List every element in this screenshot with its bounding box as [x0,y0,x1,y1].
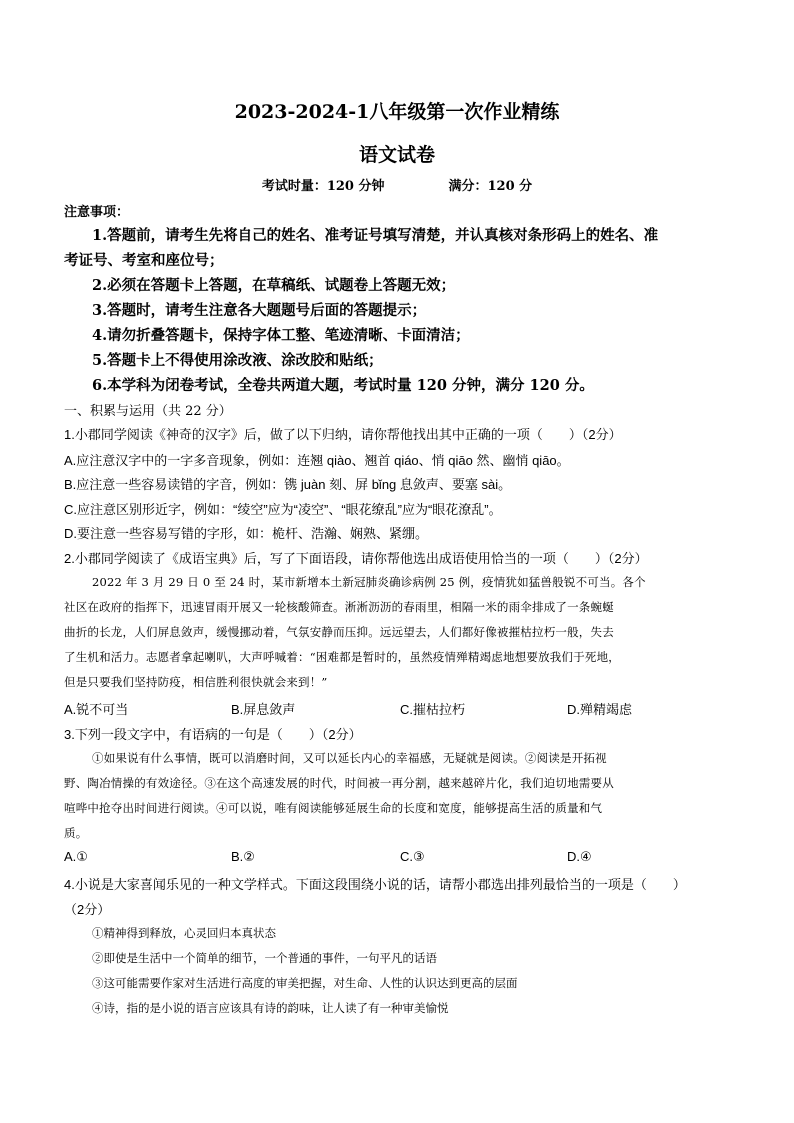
question-1-stem: 1.小郡同学阅读《神奇的汉字》后，做了以下归纳，请你帮他找出其中正确的一项（ ）（2分） [64,427,622,442]
exam-score: 满分：120 分 [448,179,533,194]
notice-item: 4.请勿折叠答题卡，保持字体工整、笔迹清晰、卡面清洁； [92,327,470,344]
exam-title: 2023-2024-1八年级第一次作业精练 [234,101,560,123]
question-3-option-d: D.④ [567,849,592,864]
question-4-item: ①精神得到释放，心灵回归本真状态 [92,926,276,940]
question-1-option-c: C.应注意区别形近字，例如：“绫空”应为“凌空”、“眼花缭乱”应为“眼花潦乱”。 [64,502,502,517]
notice-item: 5.答题卡上不得使用涂改液、涂改胶和贴纸； [92,352,383,369]
notice-item: 6.本学科为闭卷考试，全卷共两道大题，考试时量 120 分钟，满分 120 分。 [92,377,594,394]
question-1-option-a: A.应注意汉字中的一字多音现象，例如：连翘 qiào、翘首 qiáo、悄 qiāo 然、幽悄 qiāo。 [64,453,570,468]
question-4-stem: 4.小说是大家喜闻乐见的一种文学样式。下面这段围绕小说的话，请帮小郡选出排列最恰当的一项是（ ） [64,877,686,892]
question-2-passage-line: 但是只要我们坚持防疫，相信胜利很快就会来到！” [64,675,328,689]
exam-meta [0,175,794,194]
question-3-passage-line: 野、陶冶情操的有效途径。③在这个高速发展的时代，时间被一再分割，越来越碎片化，我们迫切地需要从 [64,776,614,790]
question-4-item: ④诗，指的是小说的语言应该具有诗的韵味，让人读了有一种审美愉悦 [92,1001,449,1015]
question-3-passage-line: ①如果说有什么事情，既可以消磨时间，又可以延长内心的幸福感，无疑就是阅读。②阅读是开拓视 [92,751,607,765]
question-2-option-b: B.屏息敛声 [231,702,296,717]
question-2-passage-line: 曲折的长龙，人们屏息敛声，缓慢挪动着，气氛安静而压抑。远远望去，人们都好像被摧枯拉朽一般，失去 [64,625,614,639]
subject-title: 语文试卷 [358,144,435,166]
question-1-option-b: B.应注意一些容易读错的字音，例如：镌 juàn 刻、屏 bǐng 息敛声、要塞 sài。 [64,477,512,492]
exam-time: 考试时量：120 分钟 [261,179,385,194]
section-heading: 一、积累与运用（共 22 分） [64,404,232,419]
notice-item: 考证号、考室和座位号； [64,252,224,269]
notice-item: 2.必须在答题卡上答题，在草稿纸、试题卷上答题无效； [92,277,456,294]
question-2-passage-line: 了生机和活力。志愿者拿起喇叭，大声呼喊着：“困难都是暂时的，虽然疫情殚精竭虑地想要放我们于死地， [64,650,620,664]
question-2-stem: 2.小郡同学阅读了《成语宝典》后，写了下面语段，请你帮他选出成语使用恰当的一项（ ）（2分） [64,551,648,566]
notice-item: 3.答题时，请考生注意各大题题号后面的答题提示； [92,302,427,319]
question-2-passage-line: 2022 年 3 月 29 日 0 至 24 时，某市新增本土新冠肺炎确诊病例 25 例，疫情犹如猛兽般锐不可当。各个 [92,575,646,589]
notice-item: 1.答题前，请考生先将自己的姓名、准考证号填写清楚，并认真核对条形码上的姓名、准 [92,227,659,244]
question-3-passage-line: 喧哗中抢夺出时间进行阅读。④可以说，唯有阅读能够延展生命的长度和宽度，能够提高生活的质量和气 [64,801,603,815]
question-1-option-d: D.要注意一些容易写错的字形，如：桅杆、浩瀚、娴熟、紧绷。 [64,526,429,541]
question-3-stem: 3.下列一段文字中，有语病的一句是（ ）（2分） [64,727,362,742]
notice-heading: 注意事项： [64,205,130,220]
question-3-option-b: B.② [231,849,255,864]
question-3-passage-line: 质。 [64,826,88,840]
question-3-option-c: C.③ [400,849,425,864]
question-4-item: ②即使是生活中一个简单的细节，一个普通的事件，一句平凡的话语 [92,951,437,965]
question-4-stem-score: （2分） [64,902,111,917]
question-2-option-c: C.摧枯拉朽 [400,702,466,717]
question-3-option-a: A.① [64,849,88,864]
question-4-item: ③这可能需要作家对生活进行高度的审美把握，对生命、人性的认识达到更高的层面 [92,976,518,990]
question-2-option-d: D.殚精竭虑 [567,702,633,717]
question-2-option-a: A.锐不可当 [64,702,129,717]
question-2-passage-line: 社区在政府的指挥下，迅速冒雨开展又一轮核酸筛查。淅淅沥沥的春雨里，相隔一米的雨伞排成了一条蜿蜒 [64,600,614,614]
